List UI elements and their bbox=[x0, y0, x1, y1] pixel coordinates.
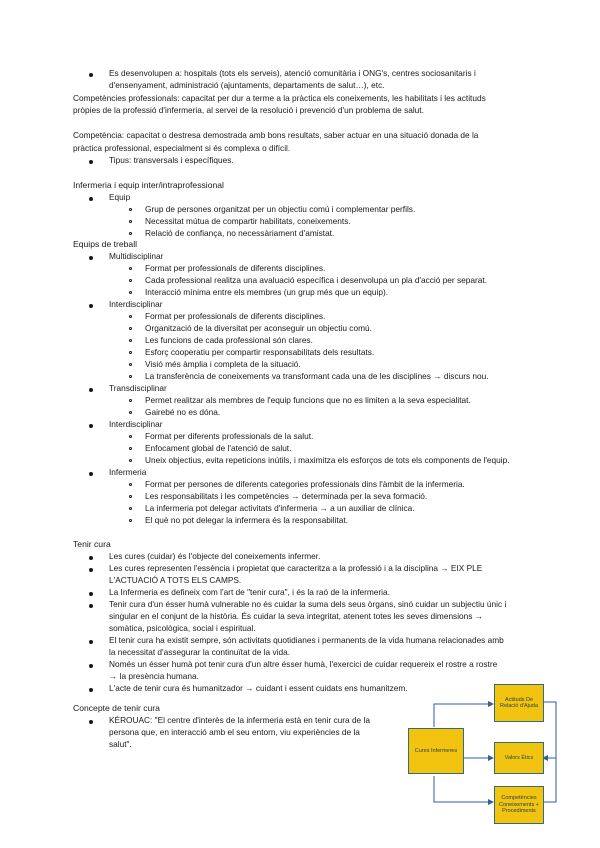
sub-bullet-icon bbox=[129, 519, 132, 522]
sub-list-item: Esforç cooperatiu per compartir responsabilitats dels resultats. bbox=[145, 347, 375, 357]
care-diagram bbox=[400, 680, 580, 830]
right-connector bbox=[543, 702, 556, 802]
list-item: singular en el conjunt de la història. És cuidar la seva integritat, atenent totes les seves dimensions → bbox=[109, 611, 484, 621]
bullet-icon bbox=[89, 197, 93, 201]
list-item: L'acte de tenir cura és humanitzador → cuidant i essent cuidats ens humanitzem. bbox=[109, 683, 408, 693]
list-item: Interdisciplinar bbox=[109, 299, 163, 309]
intro-line: Es desenvolupen a: hospitals (tots els serveis), atenció comunitària i ONG's, centres sociosanitaris i bbox=[109, 68, 476, 78]
sub-list-item: La transferència de coneixements va transformant cada una de les disciplines → discurs nou. bbox=[145, 371, 489, 381]
sub-bullet-icon bbox=[129, 291, 132, 294]
quote-line: KÉROUAC: "El centre d'interès de la infermeria està en tenir cura de la bbox=[109, 715, 370, 725]
sub-bullet-icon bbox=[129, 483, 132, 486]
section-heading: Concepte de tenir cura bbox=[73, 703, 160, 713]
sub-bullet-icon bbox=[129, 232, 132, 235]
list-item: Interdisciplinar bbox=[109, 419, 163, 429]
sub-bullet-icon bbox=[129, 363, 132, 366]
sub-list-item: Format per diferents professionals de la salut. bbox=[145, 431, 314, 441]
sub-list-item: Necessitat mútua de compartir habilitats, coneixements. bbox=[145, 216, 351, 226]
list-item: Infermeria bbox=[109, 467, 147, 477]
sub-list-item: Les funcions de cada professional són clares. bbox=[145, 335, 313, 345]
sub-bullet-icon bbox=[129, 435, 132, 438]
bullet-icon bbox=[89, 664, 93, 668]
bullet-icon bbox=[89, 640, 93, 644]
sub-bullet-icon bbox=[129, 459, 132, 462]
list-item: La Infermeria es defineix com l'art de "tenir cura", i és la raó de la infermeria. bbox=[109, 587, 390, 597]
bullet-icon bbox=[89, 304, 93, 308]
bullet-icon bbox=[89, 73, 93, 77]
bullet-icon bbox=[89, 556, 93, 560]
box-actituds: Actituds De Relació d'Ajuda bbox=[494, 684, 544, 722]
sub-bullet-icon bbox=[129, 399, 132, 402]
bullet-icon bbox=[89, 688, 93, 692]
competence-definition: Competència: capacitat o destresa demostrada amb bons resultats, saber actuar en una situació donada de la bbox=[73, 130, 479, 140]
quote-line: salut". bbox=[109, 739, 132, 749]
types-line: Tipus: transversals i específiques. bbox=[109, 155, 234, 165]
section-heading: Equips de treball bbox=[73, 239, 138, 249]
competencies-definition: pròpies de la professió d'infermeria, al servei de la resolució i prevenció d'un problema de salut. bbox=[73, 105, 424, 115]
list-item: L'ACTUACIÓ A TOTS ELS CAMPS. bbox=[109, 575, 242, 585]
sub-list-item: Cada professional realitza una avaluació específica i desenvolupa un pla d'acció per separat. bbox=[145, 275, 487, 285]
sub-bullet-icon bbox=[129, 351, 132, 354]
bullet-icon bbox=[89, 568, 93, 572]
sub-bullet-icon bbox=[129, 220, 132, 223]
sub-bullet-icon bbox=[129, 327, 132, 330]
list-item: somàtica, psicològica, social i espiritual. bbox=[109, 623, 256, 633]
list-item: Les cures representen l'essència i propietat que caracteritza a la professió i a la disciplina → EIX PLE bbox=[109, 563, 483, 573]
sub-list-item: Format per professionals de diferents disciplines. bbox=[145, 311, 326, 321]
list-item: Només un ésser humà pot tenir cura d'un altre ésser humà, l'exercici de cuidar requereix el rostre a rostre bbox=[109, 659, 498, 669]
list-item: Les cures (cuidar) és l'objecte del coneixements infermer. bbox=[109, 551, 321, 561]
sub-list-item: Uneix objectius, evita repeticions inútils, i maximitza els esforços de tots els components de l'equip. bbox=[145, 455, 510, 465]
sub-list-item: Organització de la diversitat per aconseguir un objectiu comú. bbox=[145, 323, 372, 333]
list-item: Tenir cura d'un ésser humà vulnerable no és cuidar la suma dels seus òrgans, sinó cuidar un subjectiu únic i bbox=[109, 599, 507, 609]
intro-line: d'ensenyament, administració (ajuntaments, departaments de salut…), etc. bbox=[109, 80, 385, 90]
bullet-icon bbox=[89, 604, 93, 608]
sub-list-item: Visió més àmplia i completa de la situació. bbox=[145, 359, 301, 369]
box-competencies: Competències Coneixements + Procediments bbox=[494, 786, 544, 824]
sub-list-item: Format per persones de diferents categories professionals dins l'àmbit de la infermeria. bbox=[145, 479, 465, 489]
sub-list-item: Format per professionals de diferents disciplines. bbox=[145, 263, 326, 273]
sub-list-item: Permet realitzar als membres de l'equip funcions que no es limiten a la seva especialitat. bbox=[145, 395, 471, 405]
sub-bullet-icon bbox=[129, 507, 132, 510]
quote-line: persona que, en interacció amb el seu entorn, viu experiències de la bbox=[109, 727, 360, 737]
list-item: la necessitat d'assegurar la continuïtat de la vida. bbox=[109, 647, 290, 657]
sub-bullet-icon bbox=[129, 279, 132, 282]
sub-list-item: La infermeria pot delegar activitats d'infermeria → a un auxiliar de clínica. bbox=[145, 503, 415, 513]
sub-bullet-icon bbox=[129, 411, 132, 414]
sub-list-item: Relació de confiança, no necessàriament d'amistat. bbox=[145, 228, 335, 238]
arrow-to-competencies bbox=[434, 776, 493, 802]
list-item: → la presència humana. bbox=[109, 671, 199, 681]
bullet-icon bbox=[89, 472, 93, 476]
bullet-icon bbox=[89, 160, 93, 164]
list-item: Multidisciplinar bbox=[109, 251, 164, 261]
list-item: El tenir cura ha existit sempre, són activitats quotidianes i permanents de la vida humana relacionades amb bbox=[109, 635, 504, 645]
competencies-definition: Competències professionals: capacitat per dur a terme a la pràctica els coneixements, les habilitats i les actituds bbox=[73, 93, 486, 103]
bullet-icon bbox=[89, 256, 93, 260]
sub-list-item: Grup de persones organitzat per un objectiu comú i complementar perfils. bbox=[145, 204, 416, 214]
bullet-icon bbox=[89, 424, 93, 428]
sub-bullet-icon bbox=[129, 267, 132, 270]
sub-list-item: Interacció mínima entre els membres (un grup més que un equip). bbox=[145, 287, 389, 297]
bullet-icon bbox=[89, 388, 93, 392]
sub-list-item: Gairebé no es dóna. bbox=[145, 407, 221, 417]
box-valors: Valors Ètics bbox=[494, 742, 544, 774]
sub-list-item: El què no pot delegar la infermera és la responsabilitat. bbox=[145, 515, 348, 525]
sub-bullet-icon bbox=[129, 447, 132, 450]
sub-list-item: Les responsabilitats i les competències → determinada per la seva formació. bbox=[145, 491, 428, 501]
section-heading: Infermeria i equip inter/intraprofessional bbox=[73, 180, 224, 190]
section-heading: Tenir cura bbox=[73, 539, 111, 549]
box-cures-infermeres: Cures Infermeres bbox=[408, 728, 464, 774]
sub-bullet-icon bbox=[129, 495, 132, 498]
sub-bullet-icon bbox=[129, 339, 132, 342]
bullet-icon bbox=[89, 720, 93, 724]
bullet-icon bbox=[89, 592, 93, 596]
list-item: Equip bbox=[109, 192, 131, 202]
list-item: Transdisciplinar bbox=[109, 383, 167, 393]
sub-bullet-icon bbox=[129, 208, 132, 211]
arrow-to-attitudes bbox=[434, 704, 493, 727]
sub-bullet-icon bbox=[129, 375, 132, 378]
sub-list-item: Enfocament global de l'atenció de salut. bbox=[145, 443, 292, 453]
sub-bullet-icon bbox=[129, 315, 132, 318]
competence-definition: pràctica professional, especialment si és complexa o difícil. bbox=[73, 143, 291, 153]
